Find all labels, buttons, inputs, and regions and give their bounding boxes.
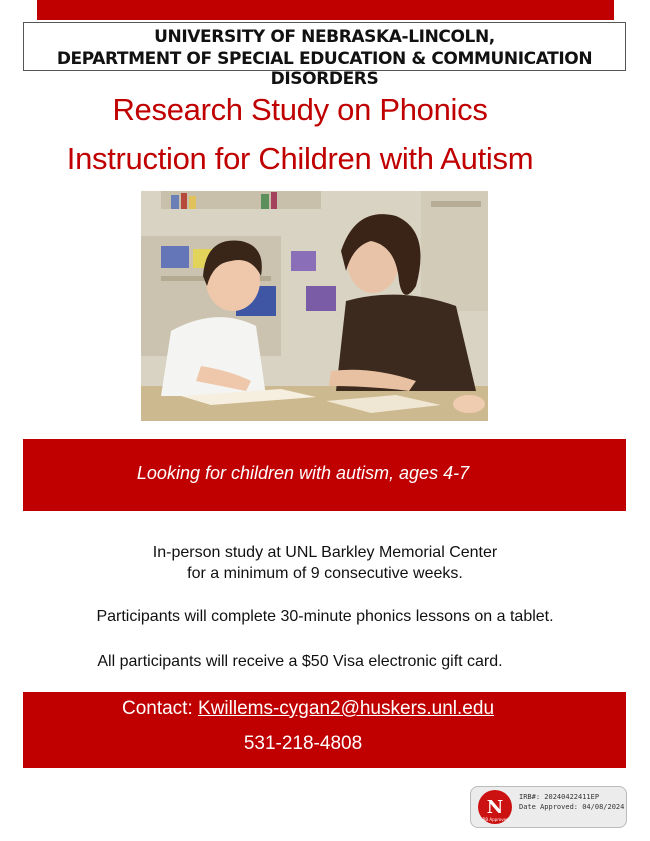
contact-email-link[interactable]: Kwillems-cygan2@huskers.unl.edu xyxy=(198,698,495,719)
seal-letter: N xyxy=(486,797,504,818)
info-lessons: Participants will complete 30-minute phonics lessons on a tablet. xyxy=(96,608,554,625)
photo-teacher-child-reading xyxy=(141,191,488,421)
contact-label: Contact: xyxy=(121,698,199,719)
contact-section xyxy=(23,692,626,768)
eligibility-text: Looking for children with autism, ages 4-7 xyxy=(136,463,470,483)
title-line-1: Research Study on Phonics xyxy=(112,92,488,127)
info-compensation: All participants will receive a $50 Visa electronic gift card. xyxy=(97,653,503,670)
irb-approval-stamp xyxy=(470,786,627,828)
eligibility-banner xyxy=(23,439,626,511)
contact-row xyxy=(23,698,593,720)
header-department: DEPARTMENT OF SPECIAL EDUCATION & COMMUNICATION DISORDERS xyxy=(56,49,593,89)
title-line-2: Instruction for Children with Autism xyxy=(66,141,534,176)
header-university: UNIVERSITY OF NEBRASKA-LINCOLN, xyxy=(154,27,495,47)
seal-caption: IRB Approved xyxy=(481,817,509,822)
irb-number: IRB#: 20240422411EP xyxy=(519,793,600,801)
irb-text xyxy=(519,792,624,812)
info-duration: for a minimum of 9 consecutive weeks. xyxy=(187,565,463,582)
photo-illustration xyxy=(141,191,488,421)
irb-date: Date Approved: 04/08/2024 xyxy=(519,803,625,811)
nebraska-n-seal-icon xyxy=(478,790,512,824)
info-location: In-person study at UNL Barkley Memorial Center xyxy=(152,544,498,561)
top-red-bar xyxy=(37,0,614,20)
contact-phone: 531-218-4808 xyxy=(243,733,363,754)
university-header xyxy=(23,22,626,89)
